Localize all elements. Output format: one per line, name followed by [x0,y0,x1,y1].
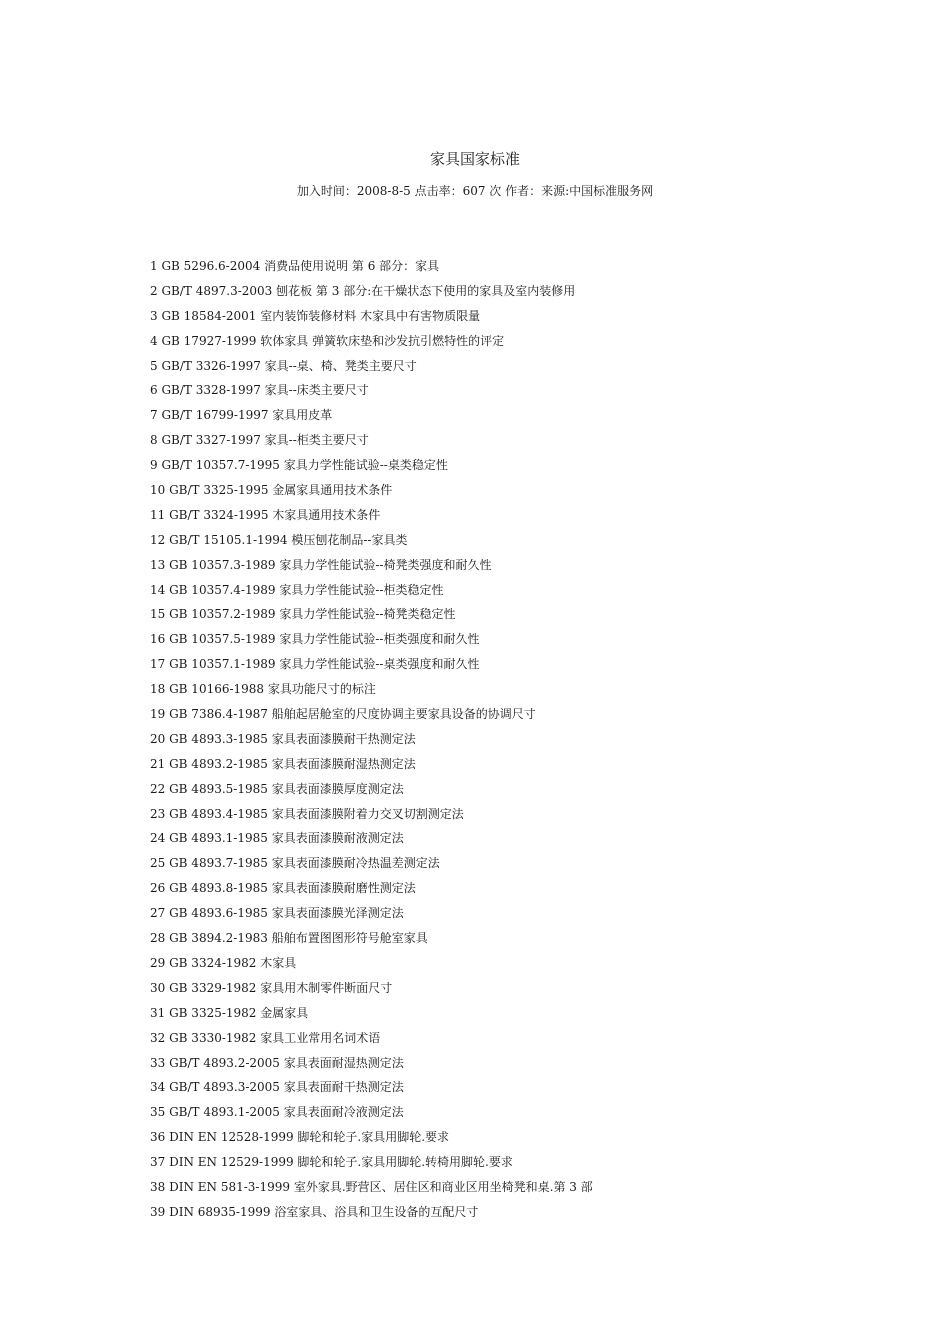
list-item: 19 GB 7386.4-1987 船舶起居舱室的尺度协调主要家具设备的协调尺寸 [150,707,536,722]
list-item: 7 GB/T 16799-1997 家具用皮革 [150,408,333,423]
list-item: 22 GB 4893.5-1985 家具表面漆膜厚度测定法 [150,781,404,796]
article-meta: 加入时间：2008-8-5 点击率：607 次 作者：来源:中国标准服务网 [296,184,654,198]
list-item: 34 GB/T 4893.3-2005 家具表面耐干热测定法 [150,1080,404,1095]
list-item: 9 GB/T 10357.7-1995 家具力学性能试验--桌类稳定性 [150,458,448,473]
list-item: 24 GB 4893.1-1985 家具表面漆膜耐液测定法 [150,831,404,846]
list-item: 38 DIN EN 581-3-1999 室外家具.野营区、居住区和商业区用坐椅凳和桌.第 3 部 [150,1179,593,1194]
list-item: 6 GB/T 3328-1997 家具--床类主要尺寸 [150,383,369,398]
list-item: 30 GB 3329-1982 家具用木制零件断面尺寸 [150,980,393,995]
list-item: 29 GB 3324-1982 木家具 [150,955,297,970]
list-item: 10 GB/T 3325-1995 金属家具通用技术条件 [150,483,393,498]
list-item: 39 DIN 68935-1999 浴室家具、浴具和卫生设备的互配尺寸 [150,1204,479,1219]
list-item: 31 GB 3325-1982 金属家具 [150,1005,309,1020]
list-item: 27 GB 4893.6-1985 家具表面漆膜光泽测定法 [150,906,404,921]
list-item: 36 DIN EN 12528-1999 脚轮和轮子.家具用脚轮.要求 [150,1130,450,1145]
list-item: 28 GB 3894.2-1983 船舶布置图图形符号舱室家具 [150,931,428,946]
list-item: 32 GB 3330-1982 家具工业常用名词术语 [150,1030,381,1045]
list-item: 3 GB 18584-2001 室内装饰装修材料 木家具中有害物质限量 [150,308,481,323]
list-item: 2 GB/T 4897.3-2003 刨花板 第 3 部分:在干燥状态下使用的家具及室内装修用 [150,283,576,298]
list-item: 20 GB 4893.3-1985 家具表面漆膜耐干热测定法 [150,731,416,746]
list-item: 16 GB 10357.5-1989 家具力学性能试验--柜类强度和耐久性 [150,632,480,647]
list-item: 1 GB 5296.6-2004 消费品使用说明 第 6 部分：家具 [150,259,440,273]
list-item: 37 DIN EN 12529-1999 脚轮和轮子.家具用脚轮.转椅用脚轮.要求 [150,1155,513,1170]
list-item: 11 GB/T 3324-1995 木家具通用技术条件 [150,507,381,522]
list-item: 13 GB 10357.3-1989 家具力学性能试验--椅凳类强度和耐久性 [150,557,492,572]
list-item: 5 GB/T 3326-1997 家具--桌、椅、凳类主要尺寸 [150,358,417,373]
list-item: 12 GB/T 15105.1-1994 模压刨花制品--家具类 [150,532,408,547]
list-item: 15 GB 10357.2-1989 家具力学性能试验--椅凳类稳定性 [150,607,456,622]
list-item: 17 GB 10357.1-1989 家具力学性能试验--桌类强度和耐久性 [150,657,480,672]
list-item: 26 GB 4893.8-1985 家具表面漆膜耐磨性测定法 [150,881,416,896]
list-item: 14 GB 10357.4-1989 家具力学性能试验--柜类稳定性 [150,582,444,597]
list-item: 35 GB/T 4893.1-2005 家具表面耐冷液测定法 [150,1105,404,1120]
list-item: 21 GB 4893.2-1985 家具表面漆膜耐湿热测定法 [150,756,416,771]
list-item: 25 GB 4893.7-1985 家具表面漆膜耐冷热温差测定法 [150,856,440,871]
list-item: 23 GB 4893.4-1985 家具表面漆膜附着力交叉切割测定法 [150,806,464,821]
list-item: 8 GB/T 3327-1997 家具--柜类主要尺寸 [150,433,369,448]
list-item: 4 GB 17927-1999 软体家具 弹簧软床垫和沙发抗引燃特性的评定 [150,333,505,348]
standards-list [150,256,910,1227]
list-item: 33 GB/T 4893.2-2005 家具表面耐湿热测定法 [150,1055,404,1070]
list-item: 18 GB 10166-1988 家具功能尺寸的标注 [150,682,376,697]
page-title: 家具国家标准 [429,150,520,168]
